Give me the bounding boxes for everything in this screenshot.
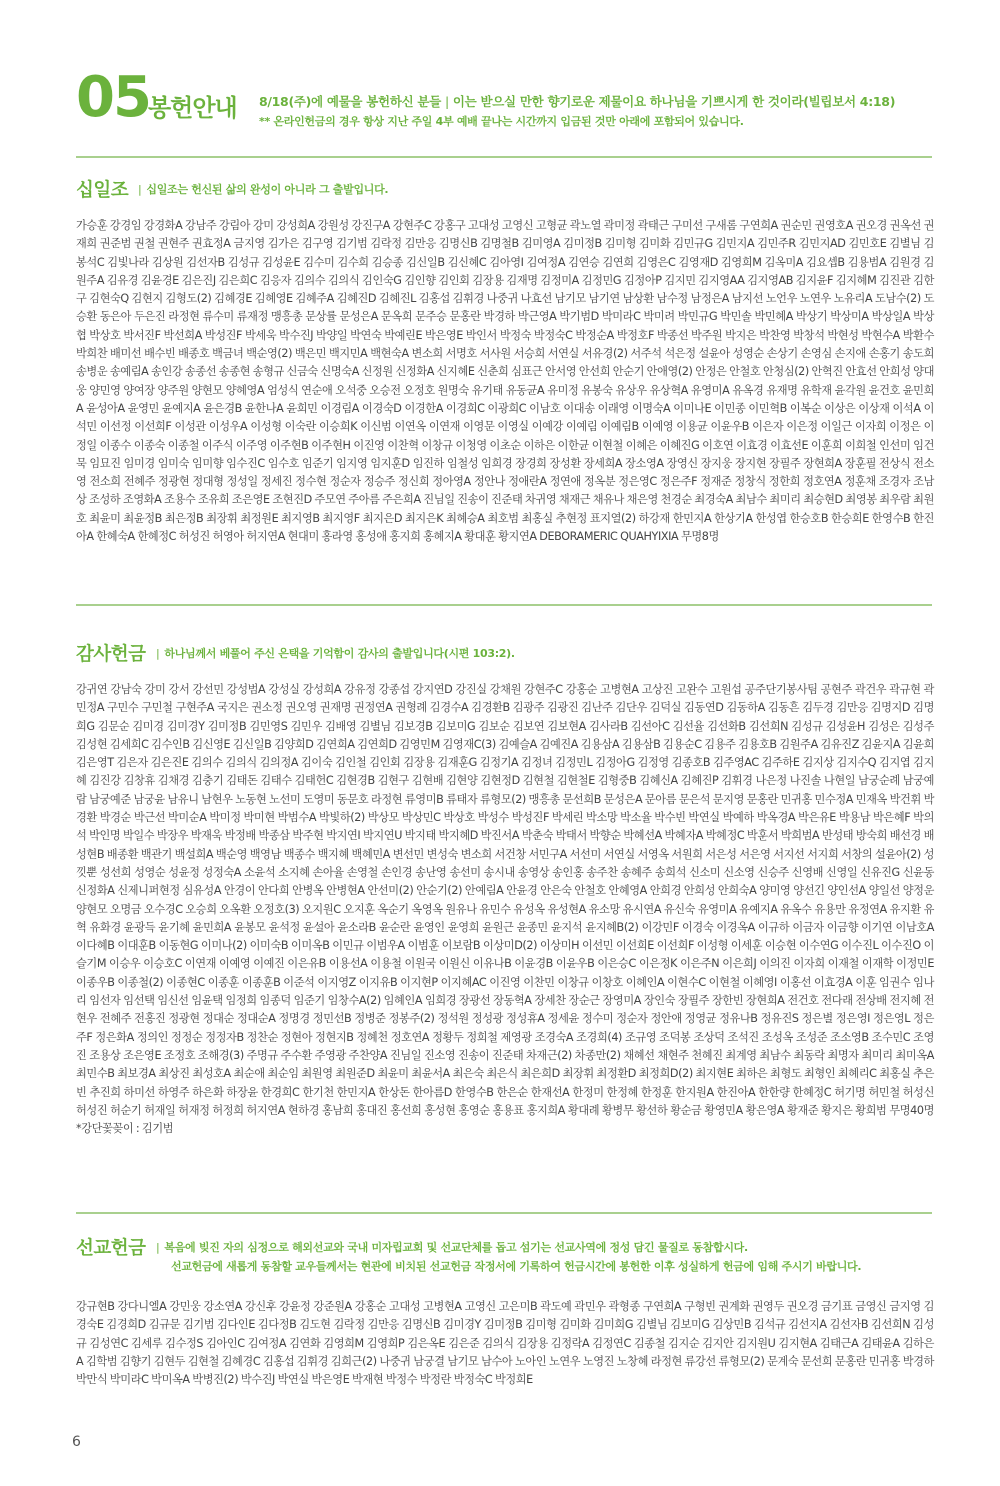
tithe-names-list: 가승훈 강경임 강경화A 강남주 강림아 강미 강성희A 강원성 강진구A 강현주C 강홍구 고대성 고영신 고형균 곽노열 곽미정 곽태근 구미선 구새롬 구연희A 권순민 권영호A 권오경 권옥선 권재희 권준범 권철 권현주 권효정A 금지영 김가은 김구영 김기범 김락정 김만응 김명신B 김명철B 김미영A 김미정B 김미형 김미화 김민규G 김민지A 김민주R 김민지AD 김민호E 김별님 김봉석C 김빛나라 김상원 김선자B 김성규 김성윤E 김수미 김수희 김승종 김신일B 김신혜C 김아영I 김여정A 김연승 김연희 김영은C 김영재D 김영희M 김옥미A 김요셉B 김용범A 김원경 김원주A 김유경 김윤경E 김은진J 김은희C 김응자 김의수 김의식 김인숙G 김인향 김인회 김장용 김재명 김정미A 김정민G 김정아P 김지민 김지영AA 김지영AB 김지윤F 김지혜M 김진관 김한구 김현숙Q 김현지 김형도(2) 김혜경E 김혜영E 김혜주A 김혜진D 김혜진L 김홍섭 김휘경 나중귀 나효선 남기모 남기연 남상환 남수정 남정은A 남지선 노언우 노연우 노유리A 도남수(2) 도승환 동은아 두은진 라정현 류수미 류재정 맹흥총 문상률 문성은A 문옥희 문주승 문홍란 박경하 박근영A 박기범D 박미라C 박미려 박민규G 박민솔 박민혜A 박상기 박상미A 박상일A 박상협 박상호 박서진F 박선희A 박성진F 박세욱 박수진J 박양일 박연숙 박예린E 박은영E 박인서 박정숙 박정숙C 박정순A 박정호F 박종선 박주원 박지은 박찬영 박창석 박현성 박현수A 박환수 박희찬 배미선 배수빈 배종호 백금녀 백순영(2) 백은민 백지민A 백현숙A 변소희 서명호 서사원 서승희 서연실 서유경(2) 서주석 석은정 설윤아 성영순 손상기 손영심 손지애 손홍기 송도희 송병운 송예림A 송인강 송종선 송종현 송형규 신금숙 신명숙A 신정원 신정화A 신지혜E 신춘희 심표근 안서영 안선희 안순기 안애영(2) 안정은 안철호 안청심(2) 안혁진 안효선 안희성 양대웅 양민영 양여장 양주원 양현모 양혜영A 엄성식 연순애 오석중 오승전 오정호 원명숙 유기태 유동균A 유미정 유봉숙 유상우 유상혁A 유영미A 유옥경 유재명 유학재 윤각원 윤건호 윤민희A 윤성아A 윤영민 윤예지A 윤은경B 윤한나A 윤희민 이경림A 이경숙D 이경한A 이경희C 이광희C 이남호 이대송 이래영 이명숙A 이미나E 이민종 이민혁B 이복순 이상은 이상재 이석A 이석민 이선정 이선희F 이성관 이성우A 이성형 이숙란 이승희K 이신범 이연옥 이연재 이영문 이영실 이예강 이예림 이예림B 이예영 이용균 이윤우B 이은자 이은정 이일근 이자희 이정은 이정일 이종수 이종숙 이종철 이주식 이주영 이주현B 이주현H 이진영 이찬혁 이창규 이청영 이초순 이하은 이한균 이현철 이혜은 이혜진G 이호연 이효경 이효선E 이훈희 이희철 인선미 임건묵 임묘진 임미경 임미숙 임미향 임수진C 임수호 임준기 임지영 임지훈D 임진하 임철성 임희경 장경희 장성환 장세희A 장소영A 장영신 장지웅 장지현 장필주 장현희A 장훈필 전상식 전소영 전소희 전혜주 정광현 정대형 정성일 정세진 정수현 정순자 정승주 정신희 정아영A 정안나 정애란A 정연애 정옥분 정은영C 정은주F 정재준 정창식 정한희 정호연A 정훈채 조경자 조남상 조성하 조영화A 조용수 조유희 조은영E 조현진D 주모연 주아름 주은희A 진님일 진송이 진준태 차귀영 채재근 채유나 채은영 천경순 최경숙A 최남수 최미리 최승현D 최영봉 최우람 최원호 최윤미 최윤정B 최은정B 최장휘 최정원E 최지영B 최지영F 최지은D 최지은K 최혜승A 최호범 최홍실 추현정 표지열(2) 하강재 한민지A 한상기A 한성엽 한승호B 한승희E 한영수B 한진아A 한혜숙A 한혜정C 허성진 허영아 허지연A 현대미 홍라영 홍성애 홍지희 홍혜지A 황대훈 황지연A DEBORAMERIC QUAHYIXIA 무명8명 [76,219,934,544]
thanks-tagline: | 하나님께서 베풀어 주신 은택을 기억함이 감사의 출발입니다(시편 103:2). [156,647,515,660]
thanks-section-title: 감사헌금 [76,644,146,665]
section-number: 05 [76,65,150,130]
divider-line [76,156,932,158]
header-subtitle [259,92,895,110]
divider-bar: | [444,94,449,109]
mission-tagline: | 복음에 빚진 자의 심정으로 해외선교와 국내 미자립교회 및 선교단체를 돕고 섬기는 선교사역에 정성 담긴 물질로 동참합시다. [156,1241,748,1254]
online-offering-note: ** 온라인헌금의 경우 항상 지난 주일 4부 예배 끝나는 시간까지 입금된 것만 아래에 포함되어 있습니다. [259,115,744,128]
bible-verse: 이는 받으실 만한 향기로운 제물이요 하나님을 기쁘시게 한 것이라(빌립보서 4:18) [452,94,896,109]
mission-names-list: 강규현B 강다니엘A 강민웅 강소연A 강신후 강윤정 강준원A 강홍순 고대성 고병현A 고영신 고은미B 곽도예 곽민우 곽형종 구연희A 구형빈 권계화 권영두 권오경 금기표 금영신 금지영 김경숙E 김경희D 김규문 김기범 김다인E 김다정B 김도현 김락정 김만응 김명신B 김미경Y 김미정B 김미형 김미화 김미희G 김별님 김보미G 김상민B 김석규 김선지A 김선자B 김선희N 김성규 김성연C 김세루 김수정S 김아인C 김여정A 김연화 김영희M 김영희P 김은옥E 김은준 김의식 김장용 김정락A 김정연C 김종철 김지순 김지안 김지원U 김지현A 김태근A 김태윤A 김하은A 김학범 김향기 김현두 김현철 김혜경C 김홍섭 김휘경 김희근(2) 나중귀 남궁결 남기모 남수아 노아인 노연우 노영진 노창혜 라정현 류강선 류형모(2) 문계숙 문선희 문홍란 민귀홍 박경하 박만식 박미라C 박미옥A 박병진(2) 박수진J 박연실 박은영E 박재현 박정수 박정란 박정숙C 박정희E [76,1300,934,1387]
page-number: 6 [72,1434,81,1450]
mission-section-title: 선교헌금 [76,1238,146,1259]
mission-tagline-2: 선교헌금에 새롭게 동참할 교우들께서는 현관에 비치된 선교헌금 작정서에 기록하여 헌금시간에 봉헌한 이후 성실하게 헌금에 임해 주시기 바랍니다. [171,1260,862,1273]
offering-header [76,65,936,144]
tithe-tagline: | 십일조는 헌신된 삶의 완성이 아니라 그 출발입니다. [138,183,389,196]
thanks-names-list: 강귀연 강남숙 강미 강서 강선민 강성범A 강성실 강성희A 강유정 강종섭 강지연D 강진실 강채원 강현주C 강홍순 고병현A 고상진 고완수 고원섭 공주단기봉사팀 공현주 곽건우 곽규현 곽민정A 구민수 구민철 구현주A 국지은 권소정 권오영 권재명 권정연A 권형례 김경수A 김경환B 김광주 김광진 김난주 김단우 김덕실 김동연D 김동하A 김동흔 김두경 김만응 김명지D 김명희G 김문순 김미경 김미경Y 김미정B 김민영S 김민우 김배영 김별님 김보경B 김보미G 김보순 김보연 김보현A 김사라B 김선아C 김선율 김선화B 김선희N 김성규 김성윤H 김성은 김성주 김성현 김세희C 김수인B 김신영E 김신일B 김양희D 김연희A 김연희D 김영민M 김영재C(3) 김예슬A 김예진A 김용삼A 김용삼B 김용순C 김용주 김용호B 김원주A 김유진Z 김윤지A 김윤희 김은영T 김은자 김은진E 김의수 김의식 김의정A 김이숙 김인철 김인회 김장용 김재훈G 김정기A 김정녀 김정민L 김정아G 김정영 김종호B 김주영AC 김주하E 김지상 김지수Q 김지엽 김지혜 김진강 김창휴 김채경 김충기 김태돈 김태수 김태헌C 김현경B 김현구 김현배 김현양 김현정D 김현철 김현철E 김형중B 김혜신A 김혜진P 김휘경 나은정 나진솔 나현일 남궁순례 남궁예람 남궁예준 남궁윤 남유니 남현우 노동현 노선미 도영미 동문호 라정현 류영미B 류태자 류형모(2) 맹흥총 문선희B 문성은A 문아름 문은석 문지영 문홍란 민귀홍 민수정A 민재옥 박건휘 박경환 박경순 박근선 박미순A 박미정 박미현 박범수A 박빛하(2) 박상모 박상민C 박상호 박성수 박성진F 박세린 박소망 박소율 박수빈 박연실 박예하 박옥경A 박은유E 박용남 박은혜F 박의석 박인명 박일수 박장우 박재욱 박정배 박종삼 박주현 박지연I 박지연U 박지태 박지혜D 박진서A 박춘숙 박태서 박향순 박혜선A 박혜자A 박혜정C 박훈서 박희범A 반성태 방숙희 배선경 배성현B 배종환 백관기 백설희A 백순영 백영남 백종수 백지혜 백혜민A 변선민 변성숙 변소희 서건창 서민구A 서선미 서연실 서영옥 서원희 서은성 서은영 서지선 서지희 서창의 설윤아(2) 성낏뿐 성선희 성영순 성윤정 성정숙A 소윤석 소지혜 손아율 손영철 손인경 송난영 송선미 송시내 송영상 송인홍 송주찬 송혜주 송희석 신소미 신소영 신승주 신영배 신영일 신유진G 신윤동 신정화A 신제니퍼현정 심유성A 안경이 안다희 안병옥 안병현A 안선미(2) 안순기(2) 안예림A 안윤경 안은숙 안철호 안혜영A 안희경 안희성 안희숙A 양미영 양선긴 양인선A 양일선 양정운 양현모 오명금 오수경C 오승희 오옥환 오정호(3) 오지원C 오지훈 옥순기 옥영옥 원유나 유민수 유성옥 유성현A 유소망 유시연A 유신숙 유영미A 유예지A 유옥수 유용만 유정연A 유지환 유혁 유화경 윤광득 윤기혜 윤민희A 윤봉모 윤석정 윤설아 윤소라B 윤순란 윤영인 윤영희 윤원근 윤종민 윤지석 윤지혜B(2) 이강민F 이경숙 이경옥A 이규하 이금자 이금향 이기연 이남호A 이다혜B 이대훈B 이동현G 이미나(2) 이미숙B 이미옥B 이민규 이범우A 이범훈 이보람B 이상미D(2) 이상미H 이선민 이선희E 이선희F 이성형 이세훈 이승현 이수연G 이수진L 이수진O 이슬기M 이승우 이승호C 이연재 이예영 이예진 이은유B 이용선A 이용철 이원국 이원신 이유나B 이윤경B 이윤우B 이은승C 이은정K 이은주N 이은희J 이의진 이자희 이재철 이재학 이정민E 이종우B 이종철(2) 이종현C 이종훈 이종훈B 이준석 이지영Z 이지유B 이지현P 이지혜AC 이진영 이찬민 이창규 이창호 이혜인A 이현수C 이현철 이혜영I 이홍선 이효경A 이훈 임권수 임나리 임선자 임선택 임신선 임윤택 임정희 임종덕 임준기 임창수A(2) 임혜인A 임희경 장광선 장동혁A 장세찬 장순근 장영미A 장인숙 장필주 장한빈 장현희A 전건호 전다래 전상배 전지혜 전현우 전혜주 전홍진 정광현 정대순 정대순A 정명경 정민선B 정병준 정봉주(2) 정석원 정성광 정성휴A 정세윤 정수미 정순자 정안애 정영균 정유나B 정유진S 정은별 정은영I 정은영L 정은주F 정은화A 정의인 정정순 정정자B 정찬순 정현아 정현지B 정혜천 정호연A 정황두 정희철 제영광 조경숙A 조경희(4) 조규영 조덕봉 조상덕 조석진 조성옥 조성준 조소영B 조수민C 조영진 조용상 조은영E 조정호 조해경(3) 주명규 주수환 주영광 주찬양A 진님일 진소영 진송이 진준태 차재근(2) 차종만(2) 채혜선 채현주 천혜진 최계영 최남수 최동락 최명자 최미리 최미옥A 최민수B 최보경A 최상진 최성호A 최순애 최순임 최원영 최원준D 최윤미 최윤서A 최은숙 최은식 최은희D 최장휘 최정환D 최정희D(2) 최지현E 최하은 최형도 최형인 최혜리C 최홍실 추은빈 추진희 하미선 하영주 하은화 하장윤 한경희C 한기천 한민지A 한상돈 한아름D 한영수B 한은순 한재선A 한정미 한정혜 한정훈 한지원A 한진아A 한한량 한혜정C 허기명 허민철 허성신 허성진 허순기 허재일 허재정 허정희 허지연A 현하경 홍남희 홍대진 홍선희 홍성현 홍영순 홍용표 홍지희A 황대례 황병무 황선하 황순금 황영민A 황은영A 황재준 황지은 황희범 무명40명 *강단꽃꽂이 : 김기범 [76,683,934,1136]
tithe-section-title: 십일조 [76,180,129,201]
divider-line [76,1212,932,1214]
divider-line [76,604,932,606]
offering-date-line: 8/18(주)에 예물을 봉헌하신 분들 [259,94,441,109]
page-title: 봉헌안내 [148,94,237,122]
